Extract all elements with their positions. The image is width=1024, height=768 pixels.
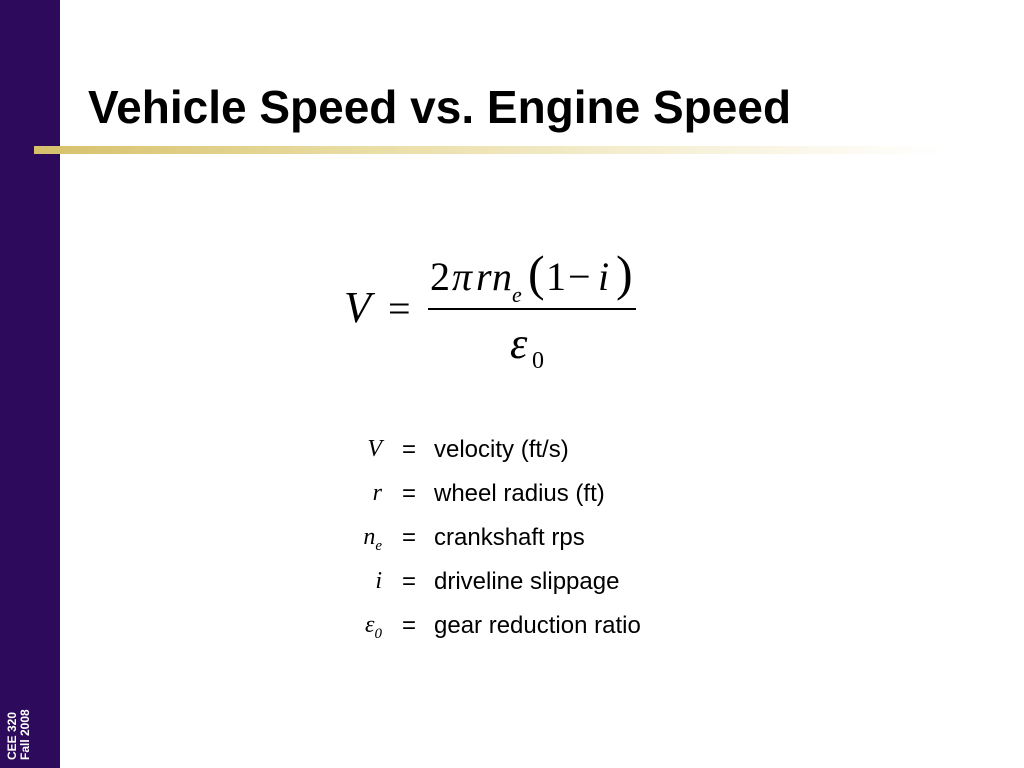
definition-row	[330, 474, 730, 518]
eq-num-pi: π	[452, 254, 473, 299]
eq-num-i: i	[598, 254, 610, 299]
eq-lhs-v: V	[344, 283, 371, 332]
def-description: driveline slippage	[434, 568, 620, 595]
eq-den-epsilon: ε	[510, 319, 528, 368]
title-underline	[34, 146, 944, 154]
def-equals: =	[401, 524, 416, 551]
def-symbol	[363, 524, 382, 554]
course-label	[6, 690, 42, 760]
def-equals: =	[401, 568, 416, 595]
def-symbol-sub: 0	[374, 626, 382, 642]
side-bar	[0, 0, 60, 768]
def-description: velocity (ft/s)	[434, 436, 569, 463]
course-term: Fall 2008	[18, 709, 32, 760]
def-equals: =	[401, 612, 416, 639]
eq-num-close-paren: )	[616, 245, 633, 301]
def-symbol	[375, 568, 382, 595]
variable-definitions	[330, 430, 730, 650]
eq-num-n-subscript: e	[512, 282, 522, 307]
def-symbol-main: i	[375, 568, 382, 594]
eq-den-subscript: 0	[532, 348, 544, 374]
def-equals: =	[401, 480, 416, 507]
def-symbol-main: n	[363, 524, 376, 550]
eq-num-r: r	[476, 254, 492, 299]
eq-num-minus: −	[568, 254, 591, 299]
def-symbol	[367, 436, 382, 463]
def-symbol	[365, 612, 382, 642]
def-equals: =	[401, 436, 416, 463]
def-description: wheel radius (ft)	[434, 480, 605, 507]
def-symbol-main: V	[367, 436, 382, 462]
definition-row	[330, 430, 730, 474]
eq-num-two: 2	[430, 254, 450, 299]
def-description: gear reduction ratio	[434, 612, 641, 639]
def-symbol-sub: e	[375, 538, 382, 554]
speed-equation	[340, 246, 660, 386]
definition-row	[330, 562, 730, 606]
slide-title: Vehicle Speed vs. Engine Speed	[88, 81, 792, 133]
eq-num-one: 1	[546, 254, 566, 299]
def-description: crankshaft rps	[434, 524, 585, 551]
definition-row	[330, 518, 730, 562]
definition-row	[330, 606, 730, 650]
eq-num-open-paren: (	[528, 245, 545, 301]
eq-num-n: n	[492, 254, 512, 299]
def-symbol-main: r	[372, 480, 382, 506]
def-symbol-main: ε	[365, 612, 375, 638]
def-symbol	[373, 480, 382, 507]
course-code: CEE 320	[5, 711, 19, 760]
equation-graphic	[340, 246, 660, 386]
eq-equals-sign: =	[388, 286, 411, 331]
